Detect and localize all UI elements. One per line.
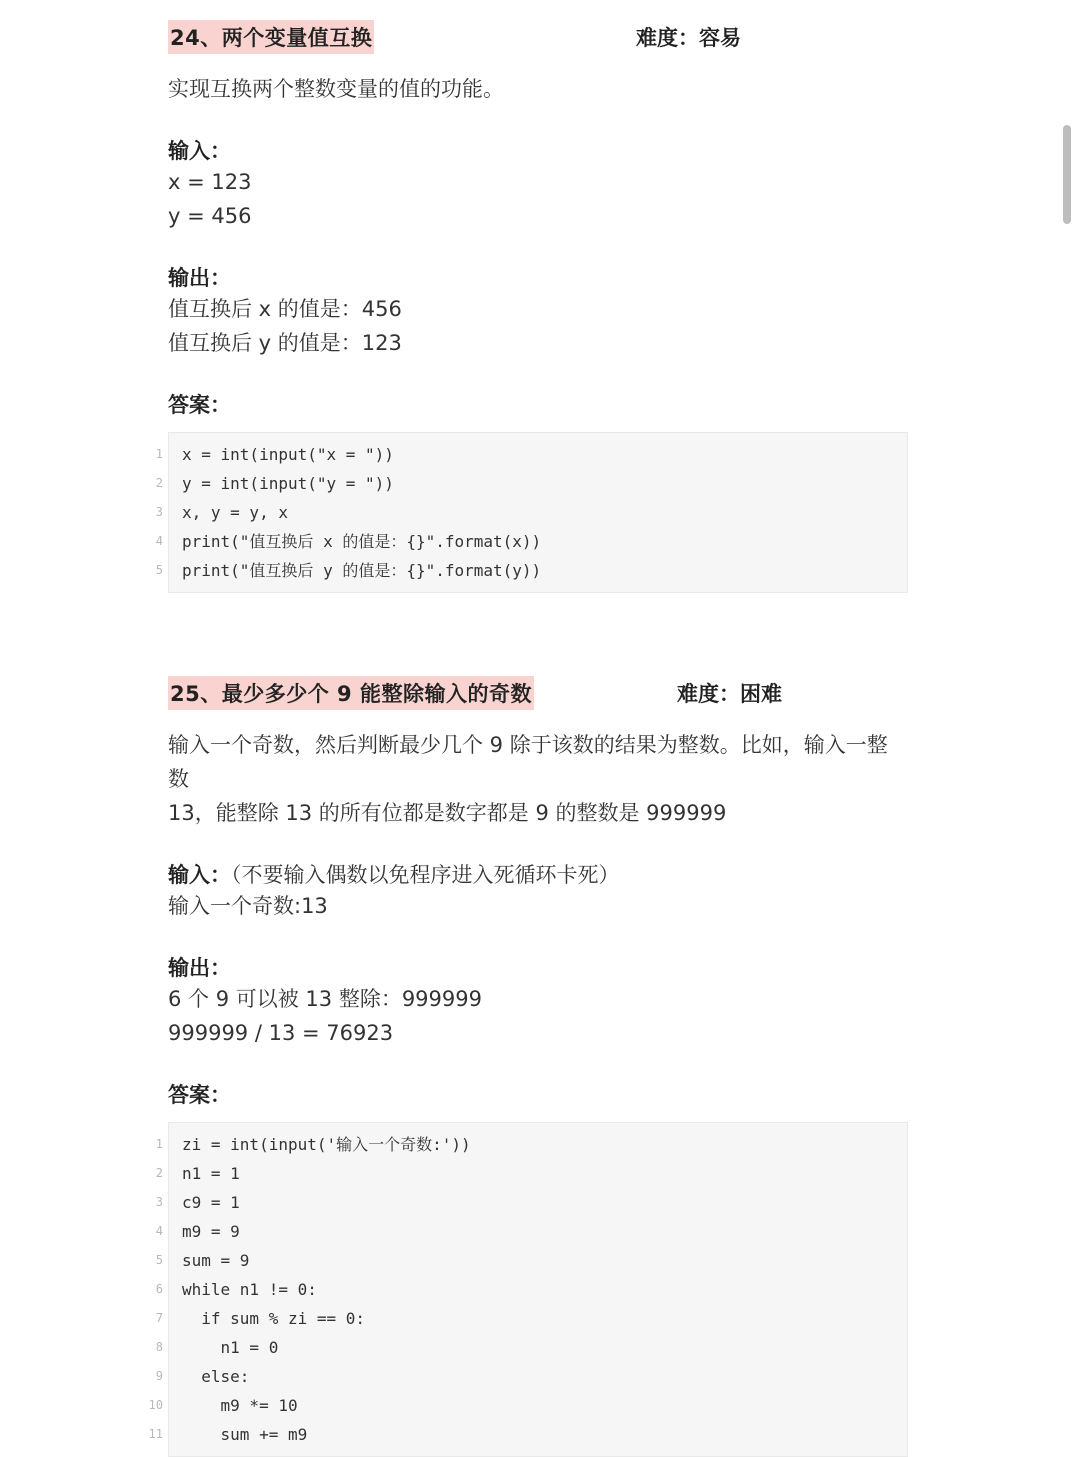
line-number: 7 — [155, 1311, 163, 1325]
description-line: 输入一个奇数，然后判断最少几个 9 除于该数的结果为整数。比如，输入一整数 — [168, 733, 888, 791]
code-text: if sum % zi == 0: — [182, 1309, 366, 1328]
description-line: 13，能整除 13 的所有位都是数字都是 9 的整数是 999999 — [168, 801, 727, 825]
line-number: 3 — [155, 1195, 163, 1209]
line-number: 3 — [155, 505, 163, 519]
code-text: y = int(input("y = ")) — [182, 474, 394, 493]
code-text: sum = 9 — [182, 1251, 250, 1270]
output-label: 输出： — [168, 266, 231, 290]
line-number: 2 — [155, 476, 163, 490]
code-line — [155, 440, 907, 469]
code-line — [155, 1304, 907, 1333]
code-line — [155, 1333, 907, 1362]
article-page — [148, 0, 908, 1457]
line-number: 5 — [155, 563, 163, 577]
line-number: 8 — [155, 1340, 163, 1354]
line-number: 11 — [148, 1427, 163, 1441]
code-text: print("值互换后 x 的值是：{}".format(x)) — [182, 532, 542, 551]
input-line: 输入一个奇数:13 — [168, 894, 328, 918]
code-text: n1 = 1 — [182, 1164, 240, 1183]
line-number: 9 — [155, 1369, 163, 1383]
code-text: print("值互换后 y 的值是：{}".format(y)) — [182, 561, 542, 580]
code-line — [155, 1217, 907, 1246]
code-text: x, y = y, x — [182, 503, 288, 522]
code-line — [155, 1159, 907, 1188]
code-line — [148, 1420, 907, 1449]
answer-label: 答案： — [168, 393, 231, 417]
code-line — [155, 1188, 907, 1217]
output-line: 6 个 9 可以被 13 整除：999999 — [168, 987, 482, 1011]
code-text: while n1 != 0: — [182, 1280, 317, 1299]
input-note: （不要输入偶数以免程序进入死循环卡死） — [231, 863, 620, 887]
output-line: 999999 / 13 = 76923 — [168, 1021, 394, 1045]
code-text: m9 *= 10 — [182, 1396, 298, 1415]
code-text: x = int(input("x = ")) — [182, 445, 394, 464]
input-heading — [168, 859, 908, 889]
question-title: 24、两个变量值互换 — [168, 20, 374, 54]
answer-label: 答案： — [168, 1083, 231, 1107]
question-title: 25、最少多少个 9 能整除输入的奇数 — [168, 676, 534, 710]
question-25 — [148, 656, 908, 1457]
code-line — [155, 1130, 907, 1159]
input-line: x = 123 — [168, 170, 252, 194]
question-description: 实现互换两个整数变量的值的功能。 — [168, 77, 504, 101]
line-number: 10 — [148, 1398, 163, 1412]
code-text: else: — [182, 1367, 250, 1386]
output-line: 值互换后 y 的值是：123 — [168, 331, 402, 355]
code-text: sum += m9 — [182, 1425, 308, 1444]
line-number: 5 — [155, 1253, 163, 1267]
code-text: c9 = 1 — [182, 1193, 240, 1212]
code-line — [155, 469, 907, 498]
code-line — [155, 1362, 907, 1391]
code-text: m9 = 9 — [182, 1222, 240, 1241]
code-line — [155, 1246, 907, 1275]
output-label: 输出： — [168, 956, 231, 980]
code-block — [148, 1122, 908, 1457]
code-text: zi = int(input('输入一个奇数:')) — [182, 1135, 471, 1154]
input-line: y = 456 — [168, 204, 252, 228]
code-line — [155, 556, 907, 585]
output-line: 值互换后 x 的值是：456 — [168, 297, 402, 321]
difficulty-label: 难度：困难 — [677, 682, 782, 706]
line-number: 4 — [155, 534, 163, 548]
input-label: 输入： — [168, 139, 231, 163]
code-line — [148, 1391, 907, 1420]
code-text: n1 = 0 — [182, 1338, 279, 1357]
line-number: 4 — [155, 1224, 163, 1238]
code-line — [155, 1275, 907, 1304]
code-block — [155, 432, 908, 593]
line-number: 6 — [155, 1282, 163, 1296]
code-line — [155, 498, 907, 527]
code-line — [155, 527, 907, 556]
input-label: 输入： — [168, 863, 231, 887]
vertical-scrollbar[interactable] — [1063, 125, 1071, 224]
difficulty-label: 难度：容易 — [636, 26, 741, 50]
line-number: 1 — [155, 1137, 163, 1151]
question-24 — [155, 0, 908, 593]
line-number: 2 — [155, 1166, 163, 1180]
line-number: 1 — [155, 447, 163, 461]
